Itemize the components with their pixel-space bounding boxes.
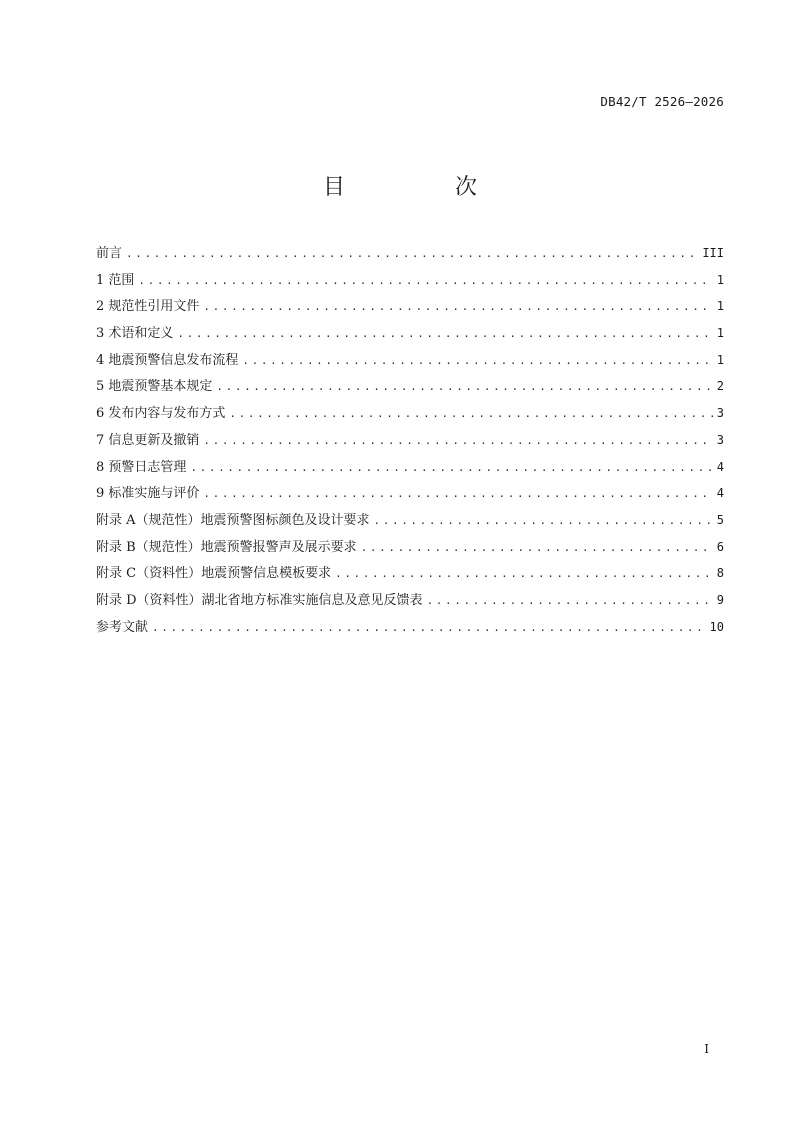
toc-entry-bibliography[interactable] [96,616,724,643]
toc-dot-leader [152,621,706,634]
toc-entry-page: 3 [716,432,724,447]
toc-entry-appendix-c[interactable] [96,562,724,589]
page-number: I [704,1042,709,1056]
toc-entry-appendix-d[interactable] [96,589,724,616]
toc-dot-leader [374,514,713,527]
toc-entry-label: 附录 D（资料性）湖北省地方标准实施信息及意见反馈表 [96,592,423,608]
toc-entry-label: 1 范围 [96,272,135,288]
table-of-contents [96,242,724,642]
toc-entry-page: 9 [716,592,724,607]
toc-entry-page: 1 [716,326,724,341]
toc-entry-scope[interactable] [96,269,724,296]
toc-entry-label: 3 术语和定义 [96,326,174,342]
page-title: 目 次 [322,175,521,200]
toc-dot-leader [242,354,712,367]
toc-entry-label: 8 预警日志管理 [96,459,187,475]
toc-entry-page: 4 [716,486,724,501]
toc-entry-page: 2 [716,379,724,394]
toc-entry-label: 4 地震预警信息发布流程 [96,352,239,368]
toc-dot-leader [427,594,713,607]
toc-entry-normative-references[interactable] [96,295,724,322]
toc-dot-leader [190,461,712,474]
toc-entry-page: 6 [716,539,724,554]
toc-dot-leader [203,434,712,447]
toc-entry-page: 4 [716,459,724,474]
toc-entry-label: 6 发布内容与发布方式 [96,406,226,422]
toc-entry-label: 5 地震预警基本规定 [96,379,213,395]
toc-dot-leader [229,407,712,420]
toc-dot-leader [361,541,713,554]
toc-entry-page: 1 [716,352,724,367]
toc-dot-leader [335,567,713,580]
toc-entry-implementation-evaluation[interactable] [96,482,724,509]
toc-entry-label: 前言 [96,246,123,261]
toc-entry-page: 1 [716,299,724,314]
toc-entry-label: 参考文献 [96,619,149,635]
toc-entry-page: 1 [716,272,724,287]
toc-entry-content-methods[interactable] [96,402,724,429]
toc-entry-page: III [702,246,724,260]
standard-code: DB42/T 2526—2026 [600,94,724,109]
toc-dot-leader [216,380,712,393]
toc-entry-log-management[interactable] [96,456,724,483]
toc-entry-label: 7 信息更新及撤销 [96,432,200,448]
toc-entry-label: 2 规范性引用文件 [96,299,200,315]
toc-entry-page: 3 [716,406,724,421]
toc-dot-leader [126,247,698,260]
toc-dot-leader [203,300,712,313]
toc-dot-leader [138,274,712,287]
toc-entry-update-revoke[interactable] [96,429,724,456]
toc-entry-page: 5 [716,512,724,527]
toc-entry-terms-definitions[interactable] [96,322,724,349]
toc-entry-basic-provisions[interactable] [96,375,724,402]
toc-entry-page: 8 [716,566,724,581]
toc-entry-label: 9 标准实施与评价 [96,486,200,502]
toc-dot-leader [203,487,712,500]
toc-entry-appendix-a[interactable] [96,509,724,536]
toc-entry-label: 附录 C（资料性）地震预警信息模板要求 [96,566,332,582]
toc-entry-release-process[interactable] [96,349,724,376]
toc-entry-page: 10 [709,619,724,634]
toc-entry-label: 附录 A（规范性）地震预警图标颜色及设计要求 [96,512,370,528]
toc-entry-label: 附录 B（规范性）地震预警报警声及展示要求 [96,539,357,555]
toc-entry-appendix-b[interactable] [96,536,724,563]
toc-entry-foreword[interactable] [96,242,724,269]
toc-dot-leader [177,327,712,340]
